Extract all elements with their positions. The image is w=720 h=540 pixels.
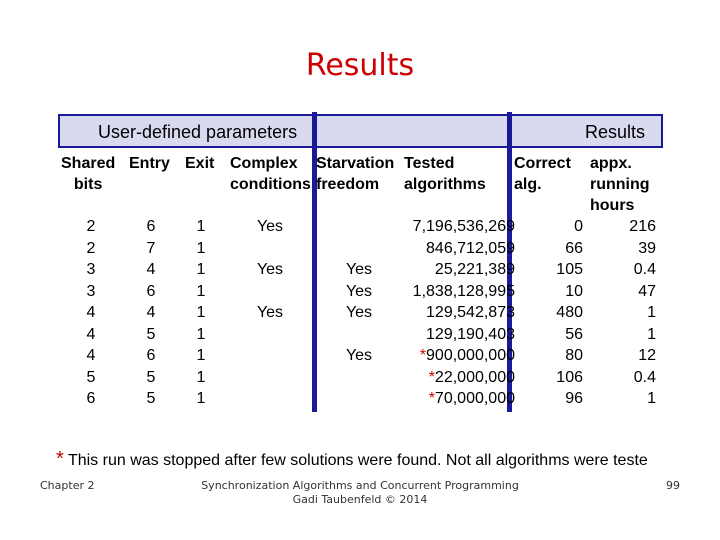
cell-hours: 1 <box>647 390 656 407</box>
cell-shared: 4 <box>86 347 96 364</box>
cell-correct: 0 <box>574 218 583 235</box>
asterisk-mark: * <box>419 347 427 364</box>
cell-shared: 3 <box>86 261 96 278</box>
cell-tested <box>429 369 515 387</box>
footer-course <box>200 479 520 507</box>
page-number: 99 <box>666 479 680 492</box>
column-header-line: conditions <box>230 176 311 193</box>
column-header-entry <box>129 153 170 174</box>
cell-exit: 1 <box>196 282 206 300</box>
cell-tested: 846,712,059 <box>426 239 515 257</box>
cell-complex: Yes <box>256 261 284 278</box>
column-header-line: Shared <box>61 155 116 172</box>
tested-value: 900,000,000 <box>426 347 515 364</box>
cell-exit: 1 <box>196 239 206 257</box>
cell-tested: 7,196,536,269 <box>412 218 515 235</box>
cell-hours: 39 <box>638 239 656 257</box>
column-header-shared <box>61 153 115 195</box>
column-header-line: Entry <box>129 155 170 172</box>
slide-title: Results <box>305 48 415 83</box>
cell-correct: 96 <box>565 390 583 407</box>
cell-tested: 129,542,873 <box>426 304 515 321</box>
cell-entry: 4 <box>146 261 156 278</box>
column-header-line: Starvation <box>316 155 395 172</box>
column-header-line: Exit <box>185 155 215 172</box>
cell-correct: 80 <box>565 347 583 364</box>
cell-hours: 0.4 <box>633 368 656 386</box>
footnote-asterisk: * <box>56 448 64 470</box>
header-user-defined: User-defined parameters <box>98 122 298 142</box>
column-header-hours <box>590 153 650 216</box>
footnote <box>56 448 648 471</box>
table-row <box>0 369 720 390</box>
column-header-correct <box>514 153 571 195</box>
cell-entry: 7 <box>146 239 156 257</box>
cell-entry: 6 <box>146 347 156 364</box>
table-row <box>0 347 720 368</box>
cell-correct: 480 <box>556 304 583 321</box>
cell-entry: 6 <box>146 282 156 300</box>
table-row <box>0 326 720 347</box>
table-row <box>0 304 720 325</box>
cell-starv: Yes <box>345 261 373 278</box>
table-row <box>0 240 720 261</box>
cell-complex: Yes <box>256 304 284 321</box>
cell-correct: 56 <box>565 325 583 343</box>
table-row <box>0 283 720 304</box>
cell-exit: 1 <box>196 347 206 364</box>
column-header-line: freedom <box>316 176 380 193</box>
footer-author: Gadi Taubenfeld © 2014 <box>292 493 428 506</box>
cell-correct: 106 <box>556 368 583 386</box>
cell-tested: 129,190,403 <box>426 325 515 343</box>
cell-starv: Yes <box>345 347 373 364</box>
cell-tested <box>420 347 515 365</box>
cell-shared: 5 <box>86 368 96 386</box>
cell-hours: 12 <box>638 347 656 364</box>
footer-course-title: Synchronization Algorithms and Concurrent Programming <box>201 479 519 492</box>
cell-entry: 6 <box>146 218 156 235</box>
cell-shared: 2 <box>86 239 96 257</box>
cell-correct: 10 <box>565 282 583 300</box>
cell-exit: 1 <box>196 390 206 407</box>
cell-tested <box>429 390 515 408</box>
cell-hours: 216 <box>629 218 656 235</box>
cell-exit: 1 <box>196 261 206 278</box>
tested-value: 70,000,000 <box>434 390 515 407</box>
column-header-complex <box>230 153 311 195</box>
cell-shared: 4 <box>86 325 96 343</box>
footnote-text: This run was stopped after few solutions were found. Not all algorithms were teste <box>63 452 648 469</box>
cell-exit: 1 <box>196 304 206 321</box>
cell-starv: Yes <box>345 304 373 321</box>
cell-hours: 0.4 <box>633 261 656 278</box>
footer-chapter: Chapter 2 <box>40 479 95 492</box>
cell-hours: 47 <box>638 282 656 300</box>
cell-correct: 105 <box>556 261 583 278</box>
cell-tested: 1,838,128,995 <box>412 282 515 300</box>
cell-entry: 5 <box>146 368 156 386</box>
cell-shared: 3 <box>86 282 96 300</box>
cell-exit: 1 <box>196 368 206 386</box>
table-row <box>0 390 720 411</box>
column-header-line: bits <box>73 176 103 193</box>
column-header-line: alg. <box>514 176 542 193</box>
cell-entry: 4 <box>146 304 156 321</box>
table-row <box>0 261 720 282</box>
cell-hours: 1 <box>647 304 656 321</box>
column-header-starv <box>316 153 394 195</box>
cell-entry: 5 <box>146 390 156 407</box>
column-header-line: hours <box>590 197 635 214</box>
column-header-exit <box>185 153 214 174</box>
cell-complex: Yes <box>256 218 284 235</box>
cell-shared: 6 <box>86 390 96 407</box>
column-header-line: appx. <box>590 155 632 172</box>
column-header-tested <box>404 153 486 195</box>
cell-correct: 66 <box>565 239 583 257</box>
cell-exit: 1 <box>196 218 206 235</box>
cell-shared: 2 <box>86 218 96 235</box>
cell-hours: 1 <box>647 325 656 343</box>
column-header-line: Tested <box>404 155 455 172</box>
cell-exit: 1 <box>196 325 206 343</box>
column-header-line: algorithms <box>404 176 486 193</box>
cell-starv: Yes <box>345 282 373 300</box>
asterisk-mark: * <box>428 368 435 386</box>
column-header-line: Complex <box>230 155 298 172</box>
column-header-line: Correct <box>514 155 571 172</box>
cell-entry: 5 <box>146 325 156 343</box>
column-header-line: running <box>590 176 650 193</box>
tested-value: 22,000,000 <box>434 368 515 386</box>
header-results: Results <box>585 122 646 142</box>
asterisk-mark: * <box>428 390 435 407</box>
table-row <box>0 218 720 239</box>
cell-shared: 4 <box>86 304 96 321</box>
cell-tested: 25,221,389 <box>434 261 515 278</box>
